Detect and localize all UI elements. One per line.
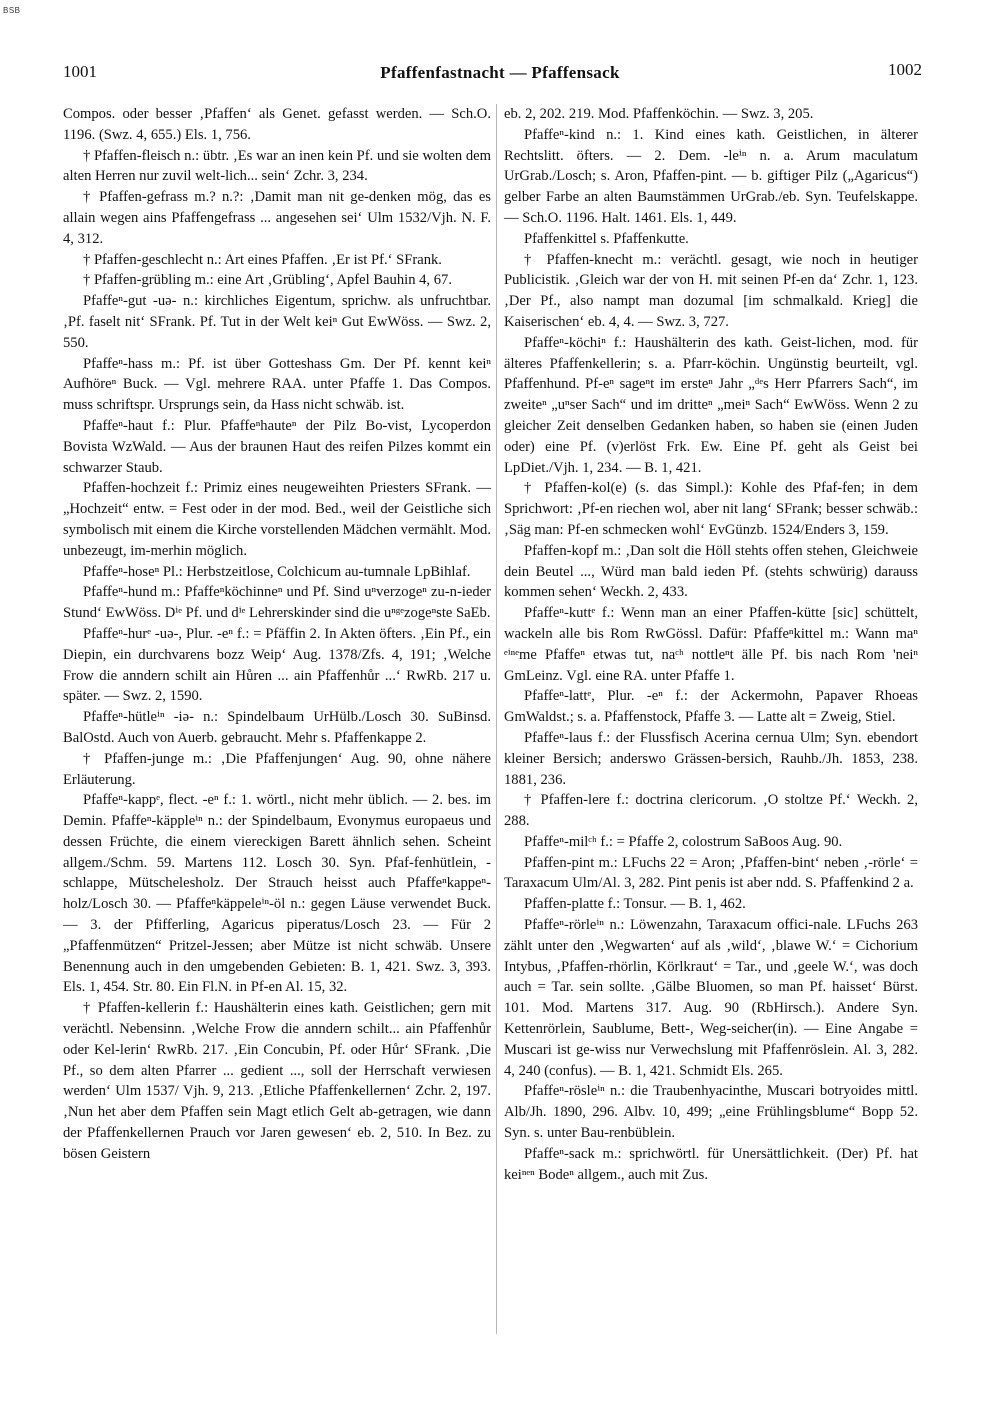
dictionary-entry: † Pfaffen-kol(e) (s. das Simpl.): Kohle des Pfaf-fen; in dem Sprichwort: ‚Pf-en riechen wol, aber nit lang‘ SFrank; besser schwäb.: ‚Säg man: Pf-en schmecken wohl‘ EvGünzb. 1524/Enders 3, 159. [504, 480, 918, 538]
dictionary-entry: † Pfaffen-lere f.: doctrina clericorum. ‚O stoltze Pf.‘ Weckh. 2, 288. [504, 792, 918, 830]
dictionary-entry: Pfaffeⁿ-rörleⁱⁿ n.: Löwenzahn, Taraxacum offici-nale. LFuchs 263 zählt unter den ‚Wegwarten‘ auf als ‚wild‘, ‚blawe W.‘ = Cichorium Intybus, ‚Pfaffen-rhörlin, Körlkraut‘ = Tar., und ‚geele W.‘, was doch auch = Tar. sein sollte. ‚Gälbe Bluomen, so man Pf. haisset‘ Bürst. 101. Mod. Martens 317. Aug. 90 (RbHirsch.). Andere Syn. Kettenrörlein, Saublume, Bett-, Weg-seicher(in). — Eine Angabe = Muscari ist ge-wiss nur Verwechslung mit Pfaffenröslein. Al. 3, 282. 4, 240 (confus). — B. 1, 421. Schmidt Els. 265. [504, 917, 918, 1079]
dictionary-entry: Pfaffeⁿ-köchiⁿ f.: Haushälterin des kath. Geist-lichen, mod. für älteres Pfaffenkellerin; s. a. Pfarr-köchin. Ungünstig beurteilt, vgl. Pfaffenhund. Pf-eⁿ sageⁿt im ersteⁿ Jahr „ᵈᵉs Herr Pfarrers Sach“, im zweiteⁿ „uⁿser Sach“ und im dritteⁿ „meiⁿ Sach“ EwWöss. Wenn 2 zu gleicher Zeit denselben Gedanken haben, so haben sie (einen Juden oder) eine Pf. (v)erlöst Frk. Ew. Eine Pf. geht als Geist bei LpDiet./Vjh. 1, 234. — B. 1, 421. [504, 334, 918, 476]
dictionary-entry: Pfaffeⁿ-hund m.: Pfaffeⁿköchinneⁿ und Pf. Sind uⁿverzogeⁿ zu-n-ieder Stund‘ EwWöss. Dⁱᵉ Pf. und dⁱᵉ Lehrerskinder sind die uⁿᵍᵉzogeⁿste SaEb. [63, 584, 491, 622]
dictionary-entry: Pfaffenkittel s. Pfaffenkutte. [524, 230, 689, 247]
dictionary-entry: † Pfaffen-kellerin f.: Haushälterin eines kath. Geistlichen; gern mit verächtl. Nebensinn. ‚Welche Frow die anndern schilt... ain Pfaffenhůr oder Kel-lerin‘ RwRb. 217. ‚Ein Concubin, Pf. oder Hůr‘ SFrank. ‚Die Pf., so dem alten Pfarrer ... gedient ..., soll der Herrschaft verwiesen werden‘ Ulm 1537/ Vjh. 9, 213. ‚Etliche Pfaffenkellernen‘ Zchr. 2, 197. ‚Nun het aber dem Pfaffen sein Magt etlich Gelt ab-getragen, wie dann der Pfaffenkellernen Prauch vor Jaren gewesen‘ eb. 2, 510. In Bez. zu bösen Geistern [63, 1000, 491, 1162]
dictionary-entry: Pfaffeⁿ-hütleⁱⁿ -iə- n.: Spindelbaum UrHülb./Losch 30. SuBinsd. BalOstd. Auch von Auerb. gebraucht. Mehr s. Pfaffenkappe 2. [63, 709, 491, 746]
dictionary-entry: Pfaffeⁿ-laus f.: der Flussfisch Acerina cernua Ulm; Syn. ebendort kleiner Bersich; anderswo Grässen-bersich, Rauhb./Jh. 1853, 238. 1881, 236. [504, 729, 918, 788]
left-column [63, 104, 491, 1165]
library-stamp: BSB [3, 6, 21, 15]
paragraph: Compos. oder besser ‚Pfaffen‘ als Genet. gefasst werden. — Sch.O. 1196. (Swz. 4, 655.) Els. 1, 756. [63, 106, 491, 143]
dictionary-entry: † Pfaffen-fleisch n.: übtr. ‚Es war an inen kein Pf. und sie wolten dem alten Herren nur zuvil welt-lich... sein‘ Zchr. 3, 234. [63, 147, 491, 185]
dictionary-entry: Pfaffeⁿ-lattᵉ, Plur. -eⁿ f.: der Ackermohn, Papaver Rhoeas GmWaldst.; s. a. Pfaffenstock, Pfaffe 3. — Latte alt = Zweig, Stiel. [504, 688, 918, 726]
dictionary-entry: Pfaffeⁿ-kuttᵉ f.: Wenn man an einer Pfaffen-kütte [sic] schüttelt, wackeln alle bis Rom RwGössl. Dafür: Pfaffeⁿkittel m.: Wann maⁿ ᵉⁱⁿᵉme Pfaffeⁿ etwas tut, naᶜʰ nottleⁿt älle Pf. bis nach Rom 'neiⁿ GmLeinz. Vgl. eine RA. unter Pfaffe 1. [504, 605, 918, 684]
dictionary-entry: † Pfaffen-geschlecht n.: Art eines Pfaffen. ‚Er ist Pf.‘ SFrank. [83, 251, 442, 268]
dictionary-entry: Pfaffeⁿ-rösleⁱⁿ n.: die Traubenhyacinthe, Muscari botryoides mittl. Alb/Jh. 1890, 296. Albv. 10, 499; „eine Frühlingsblume“ Bopp 52. Syn. s. unter Bau-renbüblein. [504, 1083, 918, 1142]
page-number-right: 1002 [888, 60, 922, 79]
dictionary-entry: Pfaffeⁿ-gut -uə- n.: kirchliches Eigentum, sprichw. als unfruchtbar. ‚Pf. faselt nit‘ SFrank. Pf. Tut in der Welt keiⁿ Gut EwWöss. — Swz. 2, 550. [63, 293, 491, 351]
dictionary-entry: † Pfaffen-grübling m.: eine Art ‚Grübling‘, Apfel Bauhin 4, 67. [83, 272, 452, 289]
dictionary-entry: Pfaffeⁿ-kappᵉ, flect. -eⁿ f.: 1. wörtl., nicht mehr üblich. — 2. bes. im Demin. Pfaffeⁿ-käppleⁱⁿ n.: der Spindelbaum, Evonymus europaeus und dessen Früchte, die einem viereckigen Barett ähnlich sehen. Scheint allgem./Schm. 59. Martens 112. Losch 30. Syn. Pfaf-fenhütlein, -schlappe, Mütschelesholz. Der Strauch heisst auch Pfaffeⁿkappeⁿ-holz/Losch 30. — Pfaffeⁿkäppeleⁱⁿ-öl n.: gegen Läuse verwendet Buck. — 3. der Pfifferling, Agaricus piperatus/Losch 23. — Für 2 „Pfaffenmützen“ Pritzel-Jessen; aber Mütze ist nicht schwäb. Unsere Benennung auch in den umgebenden Gebieten: B. 1, 421. Swz. 3, 393. Els. 1, 454. Str. 80. Ein Fl.N. in Pf-en Al. 15, 32. [63, 792, 491, 996]
dictionary-entry: Pfaffeⁿ-haut f.: Plur. Pfaffeⁿhauteⁿ der Pilz Bo-vist, Lycoperdon Bovista WzWald. — Aus der braunen Haut des reifen Pilzes kommt ein schwarzer Staub. [63, 417, 491, 476]
dictionary-entry: Pfaffeⁿ-hass m.: Pf. ist über Gotteshass Gm. Der Pf. kennt keiⁿ Aufhöreⁿ Buck. — Vgl. mehrere RAA. unter Pfaffe 1. Das Compos. muss schriftspr. Ursprungs sein, da Hass nicht schwäb. ist. [63, 355, 491, 414]
dictionary-entry: Pfaffeⁿ-hurᵉ -uə-, Plur. -eⁿ f.: = Pfäffin 2. In Akten öfters. ‚Ein Pf., ein Diepin, ein durchvarens bozz Weip‘ Aug. 1378/Zfs. 4, 191; ‚Welche Frow die anndern schilt ain Hůren ... ain Pfaffenhůr ...‘ RwRb. 217 u. später. — Swz. 2, 1590. [63, 625, 491, 705]
dictionary-entry: † Pfaffen-junge m.: ‚Die Pfaffenjungen‘ Aug. 90, ohne nähere Erläuterung. [63, 750, 491, 788]
dictionary-entry: Pfaffeⁿ-sack m.: sprichwörtl. für Unersättlichkeit. (Der) Pf. hat keiⁿᵉⁿ Bodeⁿ allgem., auch mit Zus. [504, 1145, 918, 1183]
dictionary-entry: Pfaffeⁿ-hoseⁿ Pl.: Herbstzeitlose, Colchicum au-tumnale LpBihlaf. [83, 563, 471, 580]
dictionary-entry: † Pfaffen-knecht m.: verächtl. gesagt, wie noch in heutiger Publicistik. ‚Gleich war der von H. mit seinen Pf-en da‘ Zchr. 1, 123. ‚Der Pf., also nampt man dozumal [im schmalkald. Krieg] die Kaiserischen‘ eb. 4, 4. — Swz. 3, 727. [504, 251, 918, 330]
page-number-left: 1001 [63, 62, 97, 81]
dictionary-entry: Pfaffeⁿ-kind n.: 1. Kind eines kath. Geistlichen, in älterer Rechtslitt. öfters. — 2. Dem. -leⁱⁿ n. a. Arum maculatum UrGrab./Losch; s. Aron, Pfaffen-pint. — b. giftiger Pilz („Agaricus“) gelber Farbe an alten Baumstämmen UrGrab./eb. Syn. Teufelskappe. — Sch.O. 1196. Halt. 1461. Els. 1, 449. [504, 126, 918, 226]
dictionary-entry: Pfaffen-hochzeit f.: Primiz eines neugeweihten Priesters SFrank. — „Hochzeit“ entw. = Fest oder in der mod. Bed., weil der Geistliche sich symbolisch mit einem die Kirche vorstellenden Mädchen vermählt. Mod. unbezeugt, im-merhin möglich. [63, 480, 491, 559]
dictionary-entry: Pfaffen-kopf m.: ‚Dan solt die Höll stehts offen stehen, Gleichweie dein Beutel ..., Würd man bald ieden Pf. (stehts schwürig) darauss kommen sehen‘ Weckh. 2, 433. [504, 542, 918, 601]
dictionary-entry: † Pfaffen-gefrass m.? n.?: ‚Damit man nit ge-denken mög, das es allain wegen ains Pfaffengefrass ... angesehen sei‘ Ulm 1532/Vjh. N. F. 4, 312. [63, 189, 491, 247]
dictionary-entry: Pfaffeⁿ-milᶜʰ f.: = Pfaffe 2, colostrum SaBoos Aug. 90. [524, 833, 843, 850]
paragraph: eb. 2, 202. 219. Mod. Pfaffenköchin. — Swz. 3, 205. [504, 106, 814, 122]
right-column [504, 104, 918, 1185]
running-title: Pfaffenfastnacht — Pfaffensack [380, 63, 620, 82]
column-divider [496, 104, 497, 1334]
dictionary-entry: Pfaffen-pint m.: LFuchs 22 = Aron; ‚Pfaffen-bint‘ neben ‚-rörle‘ = Taraxacum Ulm/Al. 3, 282. Pint penis ist aber ndd. S. Pfaffenkind 2 a. [504, 854, 918, 892]
dictionary-entry: Pfaffen-platte f.: Tonsur. — B. 1, 462. [524, 896, 746, 913]
